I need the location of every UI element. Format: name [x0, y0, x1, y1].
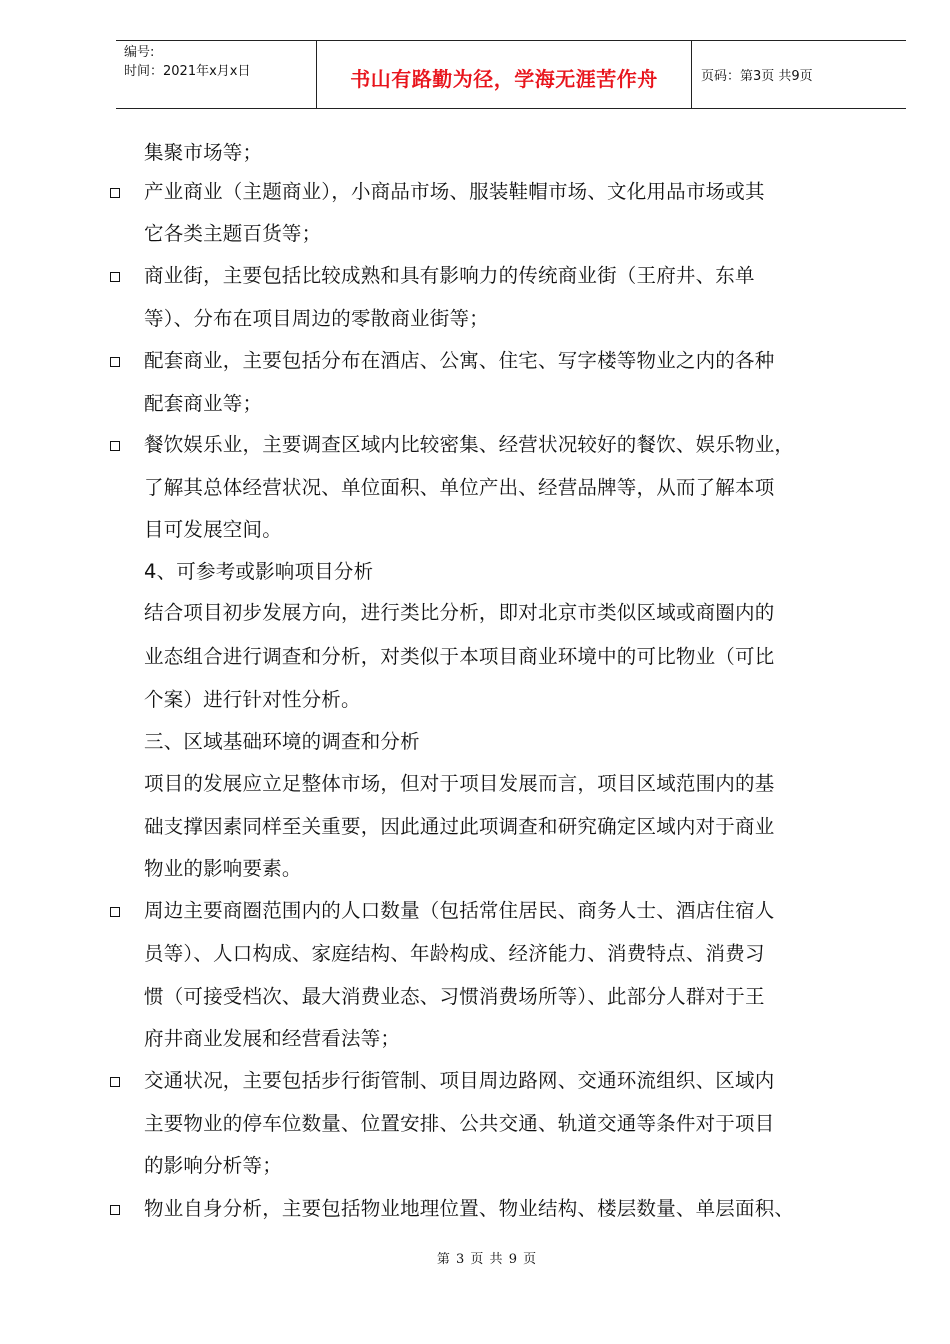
body-line: 它各类主题百货等；	[144, 222, 322, 245]
header-page-info: 页码：第3页 共9页	[701, 69, 813, 84]
body-line: 的影响分析等；	[144, 1154, 282, 1177]
list-item-line: 物业自身分析，主要包括物业地理位置、物业结构、楼层数量、单层面积、	[144, 1197, 795, 1220]
list-item-line: 产业商业（主题商业），小商品市场、服装鞋帽市场、文化用品市场或其	[144, 180, 765, 203]
bullet-square-icon	[110, 907, 120, 917]
section-heading: 4、可参考或影响项目分析	[144, 560, 374, 583]
body-line: 集聚市场等；	[144, 141, 263, 164]
page-header	[116, 40, 906, 109]
document-time-label: 时间：2021年x月x日	[124, 64, 251, 79]
body-line: 了解其总体经营状况、单位面积、单位产出、经营品牌等，从而了解本项	[144, 476, 775, 499]
body-line: 结合项目初步发展方向，进行类比分析，即对北京市类似区域或商圈内的	[144, 601, 775, 624]
body-line: 物业的影响要素。	[144, 857, 302, 880]
list-item-line: 周边主要商圈范围内的人口数量（包括常住居民、商务人士、酒店住宿人	[144, 899, 775, 922]
bullet-square-icon	[110, 357, 120, 367]
body-line: 惯（可接受档次、最大消费业态、习惯消费场所等）、此部分人群对于王	[144, 985, 765, 1008]
header-motto-cell	[316, 41, 692, 108]
body-line: 础支撑因素同样至关重要，因此通过此项调查和研究确定区域内对于商业	[144, 815, 775, 838]
bullet-square-icon	[110, 1077, 120, 1087]
header-motto: 书山有路勤为径，学海无涯苦作舟	[350, 67, 658, 91]
section-heading: 三、区域基础环境的调查和分析	[144, 730, 420, 753]
body-line: 主要物业的停车位数量、位置安排、公共交通、轨道交通等条件对于项目	[144, 1112, 775, 1135]
body-line: 个案）进行针对性分析。	[144, 688, 361, 711]
body-line: 等）、分布在项目周边的零散商业街等；	[144, 307, 489, 330]
page-footer	[0, 1248, 950, 1267]
body-line: 目可发展空间。	[144, 518, 282, 541]
bullet-square-icon	[110, 188, 120, 198]
bullet-square-icon	[110, 272, 120, 282]
bullet-square-icon	[110, 441, 120, 451]
list-item-line: 配套商业，主要包括分布在酒店、公寓、住宅、写字楼等物业之内的各种	[144, 349, 775, 372]
list-item-line: 商业街，主要包括比较成熟和具有影响力的传统商业街（王府井、东单	[144, 264, 755, 287]
list-item-line: 交通状况，主要包括步行街管制、项目周边路网、交通环流组织、区域内	[144, 1069, 775, 1092]
list-item-line: 餐饮娱乐业，主要调查区域内比较密集、经营状况较好的餐饮、娱乐物业，	[144, 433, 795, 456]
body-line: 业态组合进行调查和分析，对类似于本项目商业环境中的可比物业（可比	[144, 645, 775, 668]
header-page-cell	[691, 41, 906, 108]
bullet-square-icon	[110, 1205, 120, 1215]
footer-page-number: 第 3 页 共 9 页	[436, 1252, 538, 1267]
body-line: 项目的发展应立足整体市场，但对于项目发展而言，项目区域范围内的基	[144, 772, 775, 795]
body-line: 府井商业发展和经营看法等；	[144, 1027, 401, 1050]
document-number-label: 编号:	[124, 45, 155, 60]
header-meta-cell	[116, 41, 316, 108]
body-line: 员等）、人口构成、家庭结构、年龄构成、经济能力、消费特点、消费习	[144, 942, 765, 965]
body-line: 配套商业等；	[144, 392, 263, 415]
